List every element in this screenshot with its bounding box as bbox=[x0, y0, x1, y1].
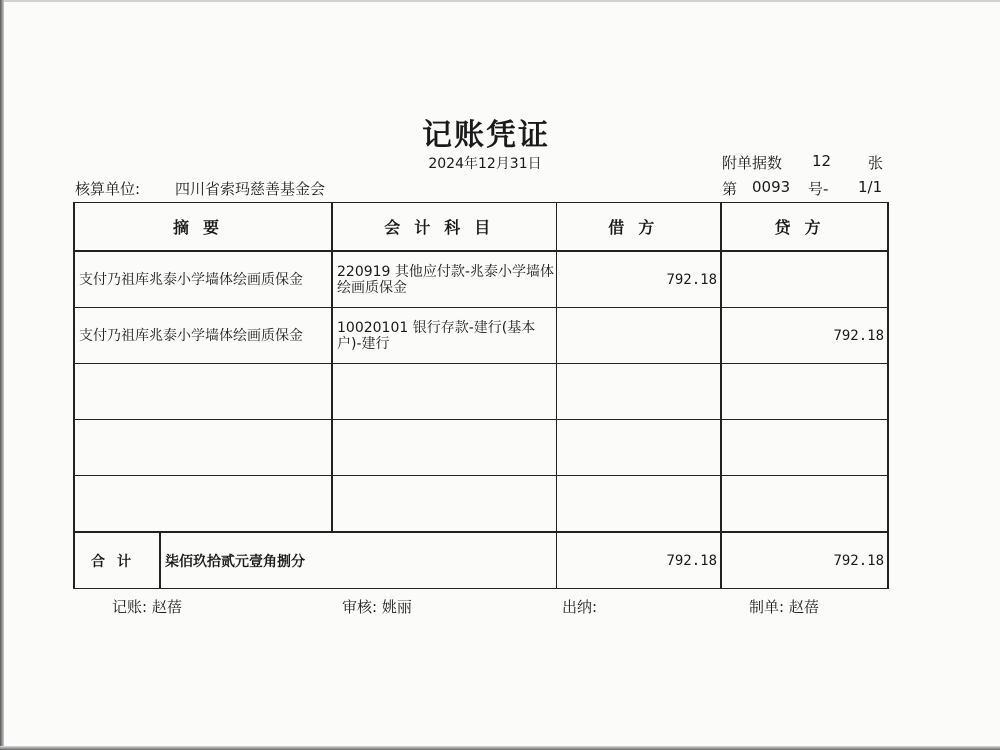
row-summary: 支付乃祖库兆泰小学墙体绘画质保金 bbox=[74, 251, 332, 308]
paper-top-edge bbox=[0, 0, 1000, 2]
row-account: 10020101 银行存款-建行(基本户)-建行 bbox=[332, 308, 556, 364]
voucher-number: 0093 bbox=[752, 178, 791, 196]
table-row bbox=[74, 308, 888, 364]
total-credit: 792.18 bbox=[721, 532, 888, 589]
row-summary: 支付乃祖库兆泰小学墙体绘画质保金 bbox=[74, 308, 332, 364]
voucher-number-suffix: 号- bbox=[808, 180, 829, 198]
empty-cell bbox=[332, 364, 556, 420]
total-row bbox=[74, 532, 888, 589]
footer-preparer: 制单: 赵蓓 bbox=[749, 598, 819, 616]
empty-cell bbox=[721, 476, 888, 533]
empty-cell bbox=[556, 364, 721, 420]
unit-label: 核算单位: bbox=[75, 180, 141, 198]
footer-cashier: 出纳: bbox=[562, 598, 598, 616]
empty-cell bbox=[556, 420, 721, 476]
attachments-unit: 张 bbox=[868, 154, 884, 172]
empty-cell bbox=[721, 364, 888, 420]
table-row-empty bbox=[74, 364, 888, 420]
empty-cell bbox=[556, 476, 721, 533]
empty-cell bbox=[721, 420, 888, 476]
attachments-count: 12 bbox=[812, 152, 832, 170]
voucher-table bbox=[73, 202, 889, 589]
empty-cell bbox=[74, 420, 332, 476]
voucher-number-prefix: 第 bbox=[722, 180, 738, 198]
empty-cell bbox=[74, 476, 332, 533]
header-account: 会计科目 bbox=[332, 203, 556, 252]
voucher-page: 1/1 bbox=[858, 178, 883, 196]
total-amount-words: 柒佰玖拾贰元壹角捌分 bbox=[160, 532, 556, 589]
empty-cell bbox=[332, 420, 556, 476]
total-label: 合计 bbox=[74, 532, 160, 589]
footer-bookkeeper: 记账: 赵蓓 bbox=[112, 598, 182, 616]
row-credit bbox=[721, 251, 888, 308]
empty-cell bbox=[74, 364, 332, 420]
table-row bbox=[74, 251, 888, 308]
total-debit: 792.18 bbox=[556, 532, 721, 589]
header-debit: 借方 bbox=[556, 203, 721, 252]
voucher-date: 2024年12月31日 bbox=[428, 156, 542, 172]
row-credit: 792.18 bbox=[721, 308, 888, 364]
header-credit: 贷方 bbox=[721, 203, 888, 252]
table-row-empty bbox=[74, 476, 888, 533]
voucher-title: 记账凭证 bbox=[422, 118, 550, 153]
row-account: 220919 其他应付款-兆泰小学墙体绘画质保金 bbox=[332, 251, 556, 308]
attachments-label: 附单据数 bbox=[722, 154, 783, 172]
footer-reviewer: 审核: 姚丽 bbox=[342, 598, 412, 616]
table-row-empty bbox=[74, 420, 888, 476]
row-debit bbox=[556, 308, 721, 364]
header-summary: 摘要 bbox=[74, 203, 332, 252]
empty-cell bbox=[332, 476, 556, 533]
unit-value: 四川省索玛慈善基金会 bbox=[175, 180, 326, 198]
paper-bottom-edge bbox=[0, 746, 1000, 750]
row-debit: 792.18 bbox=[556, 251, 721, 308]
table-header-row bbox=[74, 203, 888, 252]
